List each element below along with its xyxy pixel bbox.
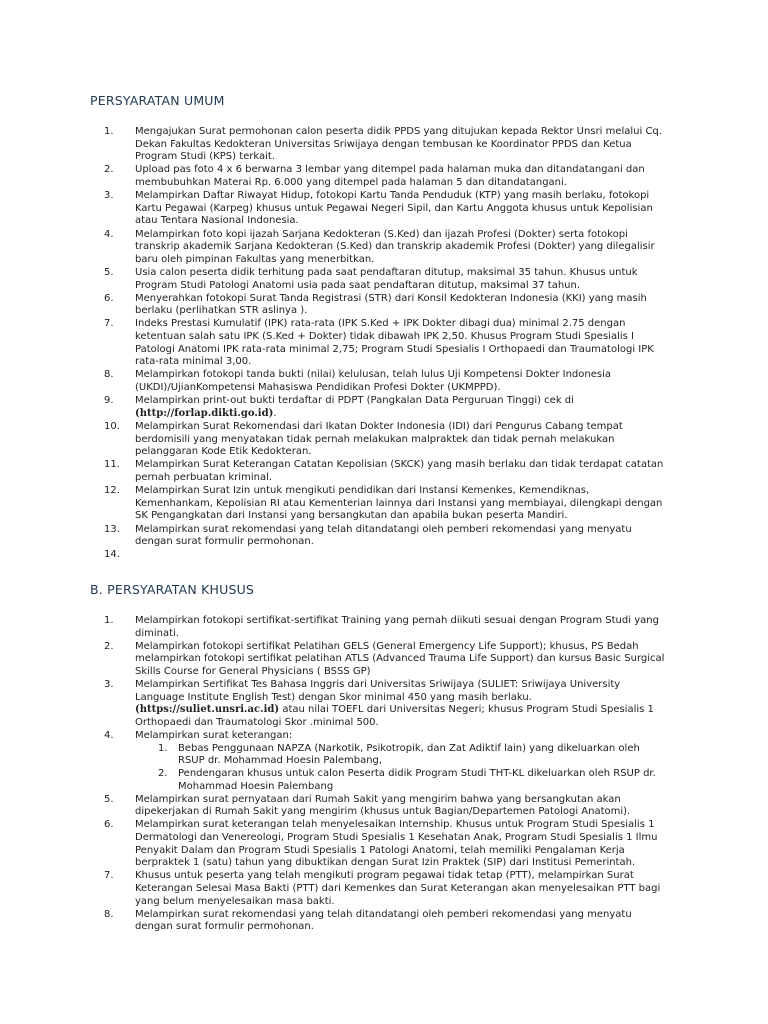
list-item: [0, 819, 667, 869]
sub-item-number: 1.: [158, 742, 168, 754]
list-item: [0, 293, 667, 318]
item-text: [135, 395, 667, 420]
item-text-main: Melampirkan surat keterangan telah menyelesaikan Internship. Khusus untuk Program Studi Spesialis 1 Dermatologi dan Venereologi, Program Studi Spesialis 1 Kesehatan Anak, Program Studi Spesialis 1 Ilmu Penyakit Dalam dan Program Studi Spesialis 1 Patologi Anatomi, telah memiliki Pengalaman Kerja berpraktek 1 (satu) tahun yang dibuktikan dengan Surat Izin Praktek (SIP) dari Institusi Pemerintah.: [135, 819, 658, 869]
item-text: [135, 229, 667, 267]
list-item: [0, 421, 667, 459]
item-text: [135, 190, 667, 228]
item-number: 3.: [104, 190, 114, 202]
item-text: [135, 819, 667, 869]
list-item: [0, 190, 667, 228]
requirements-list-special: [0, 615, 667, 935]
list-item: [0, 485, 667, 523]
item-text: [135, 524, 667, 549]
item-text: [135, 485, 667, 523]
item-number: 2.: [104, 640, 114, 652]
list-item: [0, 459, 667, 484]
item-text: [135, 794, 667, 819]
item-number: 11.: [104, 459, 120, 471]
section-title-persyaratan-khusus: B. PERSYARATAN KHUSUS: [90, 582, 255, 597]
item-text: [135, 459, 667, 484]
item-text: [135, 369, 667, 394]
item-number: 4.: [104, 730, 114, 742]
sub-list-item: [135, 768, 668, 793]
item-text-main: Khusus untuk peserta yang telah mengikuti program pegawai tidak tetap (PTT), melampirkan Surat Keterangan Selesai Masa Bakti (PTT) dari Kemenkes dan Surat Keterangan akan menyelesaikan PTT bagi yang belum menyelesaikan masa bakti.: [135, 870, 661, 907]
item-text-main: Usia calon peserta didik terhitung pada saat pendaftaran ditutup, maksimal 35 tahun. Khusus untuk Program Studi Patologi Anatomi usia pada saat pendaftaran ditutup, maksimal 37 tahun.: [135, 266, 638, 291]
section-title-persyaratan-umum: PERSYARATAN UMUM: [90, 93, 225, 108]
item-text-main: Indeks Prestasi Kumulatif (IPK) rata-rata (IPK S.Ked + IPK Dokter dibagi dua) minimal 2.75 dengan ketentuan salah satu IPK (S.Ked + Dokter) tidak dibawah IPK 2,50. Khusus Program Studi Spesialis I Patologi Anatomi IPK rata-rata minimal 2,75; Program Studi Spesialis I Orthopaedi dan Traumatologi IPK rata-rata minimal 3,00.: [135, 318, 654, 368]
item-text-main: Melampirkan fotokopi sertifikat-sertifikat Training yang pernah diikuti sesuai dengan Program Studi yang diminati.: [135, 615, 659, 639]
item-text-main: Menyerahkan fotokopi Surat Tanda Registrasi (STR) dari Konsil Kedokteran Indonesia (KKI) yang masih berlaku (perlihatkan STR aslinya ).: [135, 292, 647, 317]
item-text-main: Melampirkan Surat Keterangan Catatan Kepolisian (SKCK) yang masih berlaku dan tidak terdapat catatan pernah perbuatan kriminal.: [135, 459, 664, 483]
item-number: 8.: [104, 369, 114, 381]
item-number: 3.: [104, 679, 114, 691]
item-number: 1.: [104, 615, 114, 626]
item-text-main: Melampirkan surat keterangan:: [135, 730, 293, 742]
list-item: [0, 909, 667, 934]
sub-item-number: 2.: [158, 767, 168, 779]
list-item: [0, 126, 667, 164]
item-text: [135, 730, 667, 743]
item-text-after: .: [273, 407, 277, 419]
item-link[interactable]: (http://forlap.dikti.go.id): [135, 407, 274, 419]
item-text: [135, 293, 667, 318]
item-text-main: Mengajukan Surat permohonan calon peserta didik PPDS yang ditujukan kepada Rektor Unsri melalui Cq. Dekan Fakultas Kedokteran Universitas Sriwijaya dengan tembusan ke Koordinator PPDS dan Ketua Program Studi (KPS) terkait.: [135, 126, 662, 163]
item-number: 14.: [104, 549, 120, 561]
list-item: [0, 679, 667, 729]
item-number: 6.: [104, 292, 114, 304]
requirements-list-general: [0, 126, 667, 561]
item-text: [135, 679, 667, 729]
item-link[interactable]: (https://suliet.unsri.ac.id): [135, 704, 280, 716]
item-number: 1.: [104, 126, 114, 137]
item-text-main: Melampirkan surat rekomendasi yang telah ditandatangi oleh pemberi rekomendasi yang menyatu dengan surat formulir permohonan.: [135, 908, 632, 933]
item-text: [135, 870, 667, 908]
list-item: [0, 615, 667, 640]
item-text: [135, 641, 667, 679]
item-text-main: Melampirkan Surat Izin untuk mengikuti pendidikan dari Instansi Kemenkes, Kemendiknas, Kemenhankam, Kepolisian RI atau Kementerian lainnya dari Instansi yang membiayai, dilengkapi dengan SK Pengangkatan dari Instansi yang bersangkutan dan apabila bukan peserta Mandiri.: [135, 485, 663, 522]
item-number: 6.: [104, 819, 114, 831]
list-item: [0, 730, 667, 793]
item-number: 5.: [104, 266, 114, 278]
item-text-main: Upload pas foto 4 x 6 berwarna 3 lembar yang ditempel pada halaman muka dan ditandatangani dan membubuhkan Materai Rp. 6.000 yang ditempel pada halaman 5 dan ditandatangani.: [135, 164, 645, 188]
item-text: [135, 909, 667, 934]
item-number: 9.: [104, 395, 114, 407]
list-item: [0, 164, 667, 189]
item-text-main: Melampirkan Daftar Riwayat Hidup, fotokopi Kartu Tanda Penduduk (KTP) yang masih berlaku, fotokopi Kartu Pegawai (Karpeg) khusus untuk Pegawai Negeri Sipil, dan Kartu Anggota khusus untuk Kepolisian atau Tentara Nasional Indonesia.: [135, 190, 653, 227]
item-text-main: Melampirkan Sertifikat Tes Bahasa Inggris dari Universitas Sriwijaya (SULIET: Sriwijaya University Language Institute English Test) dengan Skor minimal 450 yang masih berlaku.: [135, 679, 621, 703]
item-number: 13.: [104, 523, 120, 535]
item-text-main: Melampirkan fotokopi sertifikat Pelatihan GELS (General Emergency Life Support); khusus, PS Bedah melampirkan fotokopi sertifikat pelatihan ATLS (Advanced Trauma Life Support) dan kursus Basic Surgical Skills Course for General Physicians ( BSSS GP): [135, 640, 665, 677]
list-item: [0, 794, 667, 819]
item-number: 4.: [104, 228, 114, 240]
list-item: [0, 395, 667, 420]
list-item: [0, 524, 667, 549]
item-number: 12.: [104, 485, 120, 497]
item-text-after: atau nilai TOEFL dari Universitas Negeri; khusus Program Studi Spesialis 1 Orthopaedi dan Traumatologi Skor .minimal 500.: [135, 704, 654, 728]
item-text: [135, 318, 667, 368]
list-item: [0, 641, 667, 679]
list-item: [0, 369, 667, 394]
sub-item-text: Pendengaran khusus untuk calon Peserta didik Program Studi THT-KL dikeluarkan oleh RSUP dr. Mohammad Hoesin Palembang: [178, 767, 656, 792]
sub-item-text: Bebas Penggunaan NAPZA (Narkotik, Psikotropik, dan Zat Adiktif lain) yang dikeluarkan oleh RSUP dr. Mohammad Hoesin Palembang,: [178, 742, 640, 767]
item-number: 8.: [104, 908, 114, 920]
item-text: [135, 267, 667, 292]
list-item: [0, 870, 667, 908]
list-item: [0, 229, 667, 267]
item-text-main: Melampirkan print-out bukti terdaftar di PDPT (Pangkalan Data Perguruan Tinggi) cek di: [135, 395, 574, 407]
item-text: [135, 126, 667, 164]
sub-list-item: [135, 743, 668, 768]
item-number: 7.: [104, 318, 114, 330]
item-text-main: Melampirkan Surat Rekomendasi dari Ikatan Dokter Indonesia (IDI) dari Pengurus Cabang tempat berdomisili yang menyatakan tidak pernah melakukan malpraktek dan tidak pernah melakukan pelanggaran Kode Etik Kedokteran.: [135, 421, 623, 458]
item-number: 2.: [104, 164, 114, 176]
list-item: [0, 267, 667, 292]
item-text-main: Melampirkan fotokopi tanda bukti (nilai) kelulusan, telah lulus Uji Kompetensi Dokter Indonesia (UKDI)/UjianKompetensi Mahasiswa Pendidikan Profesi Dokter (UKMPPD).: [135, 369, 611, 394]
item-text: [135, 164, 667, 189]
item-text: [135, 421, 667, 459]
sub-list: [135, 743, 667, 793]
item-text-main: Melampirkan surat rekomendasi yang telah ditandatangi oleh pemberi rekomendasi yang menyatu dengan surat formulir permohonan.: [135, 523, 632, 548]
item-text-main: Melampirkan surat pernyataan dari Rumah Sakit yang mengirim bahwa yang bersangkutan akan dipekerjakan di Rumah Sakit yang mengirim (khusus untuk Bagian/Departemen Patologi Anatomi).: [135, 793, 631, 818]
item-number: 5.: [104, 793, 114, 805]
item-text-main: Melampirkan foto kopi ijazah Sarjana Kedokteran (S.Ked) dan ijazah Profesi (Dokter) serta fotokopi transkrip akademik Sarjana Kedokteran (S.Ked) dan transkrip akademik Profesi (Dokter) yang dilegalisir baru oleh pimpinan Fakultas yang menerbitkan.: [135, 228, 655, 265]
list-item: [0, 318, 667, 368]
item-number: 7.: [104, 870, 114, 882]
item-number: 10.: [104, 421, 120, 432]
item-text: [135, 615, 667, 640]
